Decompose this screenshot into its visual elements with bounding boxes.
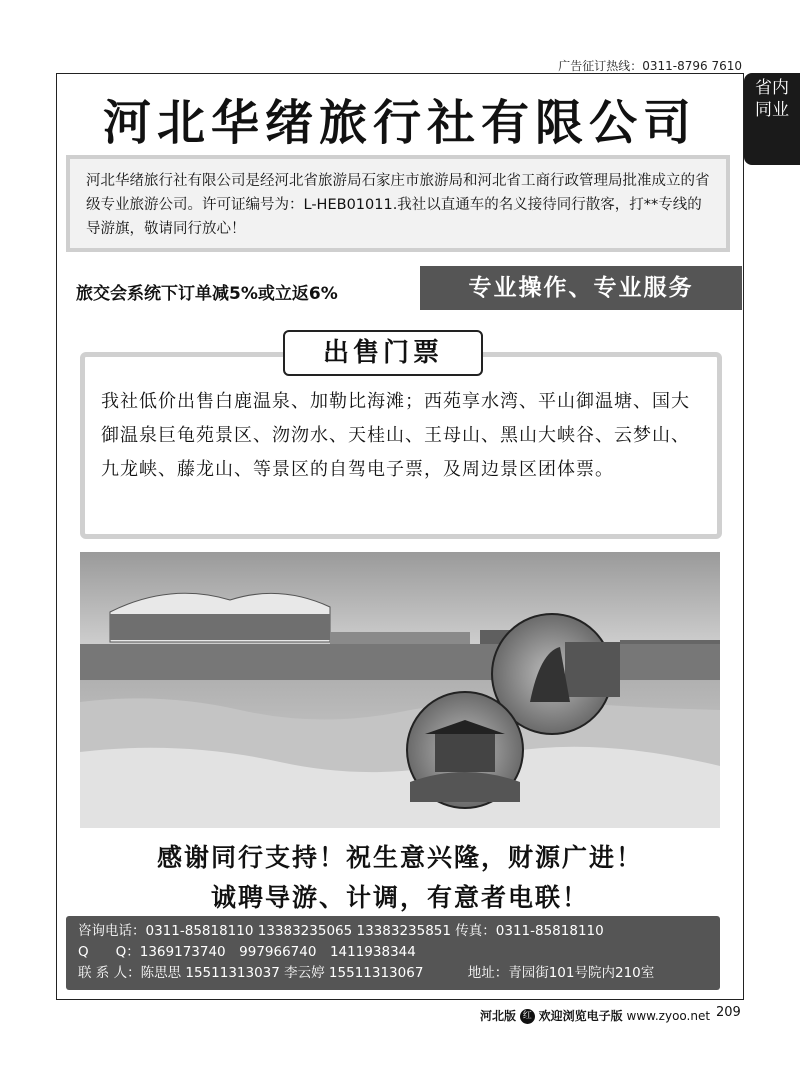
contact-qq: Q Q：1369173740 997966740 1411938344 xyxy=(78,944,416,960)
thanks-line-1: 感谢同行支持！祝生意兴隆，财源广进！ xyxy=(156,843,643,872)
page-footer xyxy=(480,1007,710,1024)
company-intro: 河北华绪旅行社有限公司是经河北省旅游局石家庄市旅游局和河北省工商行政管理局批准成立的省级专业旅游公司。许可证编号为：L-HEB01011.我社以直通车的名义接待同行散客，打**专线的导游旗，敬请同行放心！ xyxy=(66,155,730,252)
water-park-illustration xyxy=(80,552,720,828)
company-title: 河北华绪旅行社有限公司 xyxy=(102,95,697,151)
thanks-message xyxy=(60,838,740,918)
section-tab-label: 省内同业 xyxy=(755,78,789,120)
contact-person-row xyxy=(78,963,708,984)
edition-badge-icon: 红 xyxy=(520,1009,535,1024)
resort-photo xyxy=(80,552,720,828)
discount-offer: 旅交会系统下订单减5%或立返6% xyxy=(76,284,338,304)
contact-phone: 咨询电话：0311-85818110 13383235065 13383235851 传真：0311-85818110 xyxy=(78,923,604,939)
contact-address: 地址：青园街101号院内210室 xyxy=(467,965,655,981)
tickets-text: 我社低价出售白鹿温泉、加勒比海滩；西苑享水湾、平山御温塘、国大御温泉巨龟苑景区、沕沕水、天桂山、王母山、黑山大峡谷、云梦山、九龙峡、藤龙山、等景区的自驾电子票，及周边景区团体票。 xyxy=(101,391,690,480)
contact-person: 联 系 人：陈思思 15511313037 李云婷 15511313067 xyxy=(78,965,424,981)
section-tab[interactable] xyxy=(744,73,800,165)
tickets-heading: 出售门票 xyxy=(283,330,483,376)
tickets-box xyxy=(80,352,722,539)
page-number: 209 xyxy=(716,1005,741,1020)
service-slogan: 专业操作、专业服务 xyxy=(420,266,742,310)
site-link[interactable]: www.zyoo.net xyxy=(626,1009,711,1023)
edition-label: 河北版 xyxy=(480,1009,517,1023)
ad-hotline: 广告征订热线：0311-8796 7610 xyxy=(558,59,742,73)
contact-box xyxy=(66,916,720,990)
welcome-text: 欢迎浏览电子版 xyxy=(538,1009,623,1023)
thanks-line-2: 诚聘导游、计调，有意者电联！ xyxy=(210,883,589,912)
